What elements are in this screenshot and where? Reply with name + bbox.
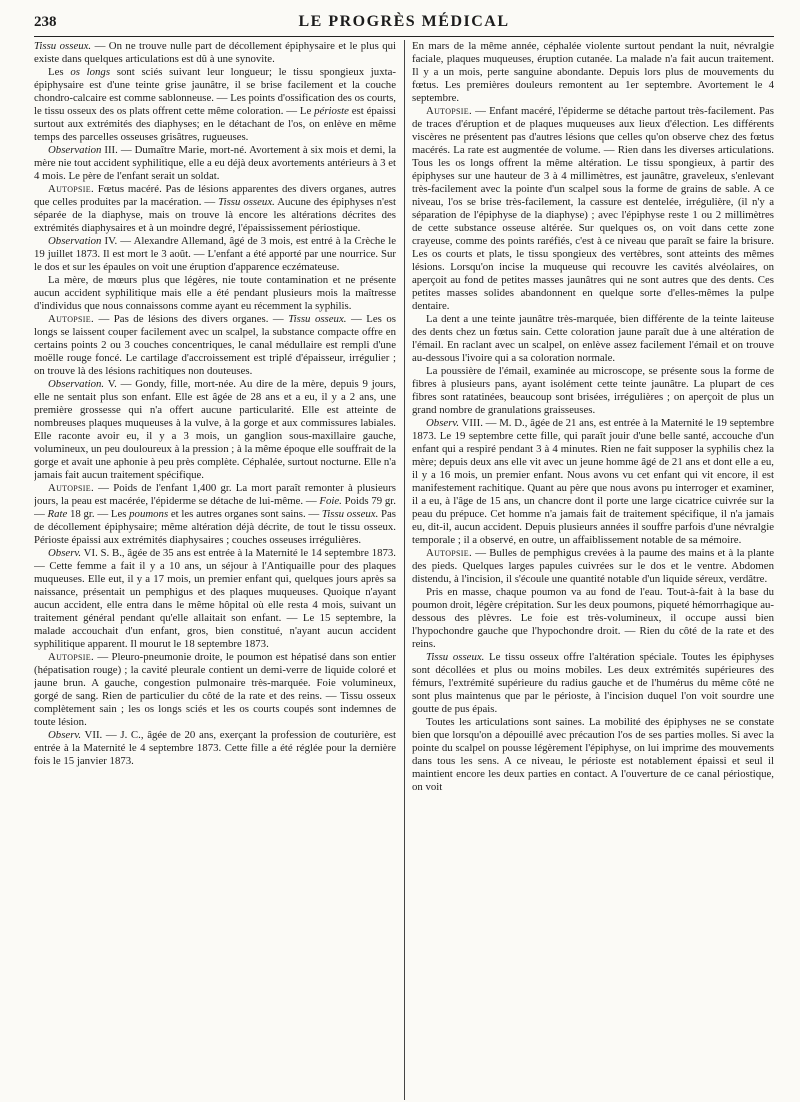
paragraph	[412, 651, 774, 716]
paragraph	[34, 40, 396, 66]
text-run: Toutes les articulations sont saines. La mobilité des épiphyses ne se constate bien que lorsqu'on a dépouillé avec précaution l'os de ses parties molles. Si avec la pointe du scalpel on pousse légèrement l'épiphyse, on lui imprime des mouvements dans tous les sens. A ce niveau, le périoste est notablement épaissi et seul il maintient encore les deux parties en contact. A l'ouverture de ce canal périostique, on voit	[412, 716, 774, 793]
text-run: VIII. — M. D., âgée de 21 ans, est entrée à la Maternité le 19 septembre 1873. Le 19 septembre cette fille, qui paraît jouir d'une belle santé, accouche d'un enfant qui a respiré pendant 3 à 4 minutes. Rien ne fait supposer la syphilis chez la mère; depuis deux ans elle vit avec un jeune homme âgé de 21 ans et dont elle a eu, il y a 16 mois, un premier enfant. Nous avons vu cet enfant qui vit encore, il est manifestement rachitique. Quant au père que nous avons pu interroger et examiner, il a eu, à l'âge de 15 ans, un chancre dont il porte une large cicatrice cuivrée sur la peau du prépuce. Cet homme n'a jamais fait de traitement spécifique, il n'a jamais eu, dit-il, aucun accident. Depuis plusieurs années il souffre parfois d'une névralgie temporale ; il a observé, en outre, un affaiblissement notable de sa mémoire.	[412, 417, 774, 546]
section-heading: Autopsie.	[426, 105, 472, 117]
italic-term: Observation	[48, 144, 102, 156]
right-column	[412, 40, 774, 1100]
text-run: — Les os longs se laissent couper facilement avec un scalpel, la substance compacte offre en certains points 2 ou 3 couches concentriques, le canal médullaire est rempli d'une moëlle rouge foncé. Le cartilage d'accroissement est triplé d'épaisseur, irrégulier ; on trouve là des lésions rachitiques non douteuses.	[34, 313, 396, 377]
text-run: Pris en masse, chaque poumon va au fond de l'eau. Tout-à-fait à la base du poumon droit, légère crépitation. Sur les deux poumons, piqueté hémorrhagique au-dessous des plèvres. Le foie est très-volumineux, il occupe aussi bien l'hypochondre gauche que l'hypochondre droit. — Rien du côté de la rate et des reins.	[412, 586, 774, 650]
text-run: Aucune des épiphyses n'est séparée de la diaphyse, mais on trouve là encore les altérations décrites des extrémités diaphysaires et à un moindre degré, l'épaississement périostique.	[34, 196, 396, 234]
text-run: — Pleuro-pneumonie droite, le poumon est hépatisé dans son entier (hépatisation rouge) ; la cavité pleurale contient un demi-verre de liquide coloré et jaune brun. A gauche, congestion pulmonaire très-marquée. Foie volumineux, gorgé de sang. Rien de particulier du côté de la rate et des reins. — Tissu osseux complètement sain ; les os longs sciés et les os courts coupés sont indemnes de toute lésion.	[34, 651, 396, 728]
italic-term: Observation.	[48, 378, 105, 390]
paragraph	[34, 313, 396, 378]
page-header	[34, 10, 774, 37]
italic-term: Tissu osseux.	[34, 40, 92, 52]
text-run: VII. — J. C., âgée de 20 ans, exerçant la profession de couturière, est entrée à la Maternité le 4 septembre 1873. Cette fille a été réglée pour la dernière fois le 15 janvier 1873.	[34, 729, 396, 767]
text-run: En mars de la même année, céphalée violente surtout pendant la nuit, névralgie faciale, plaques muqueuses, éruption cutanée. La malade n'a fait aucun traitement. Il y a un mois, perte sanguine abondante. Depuis lors plus de mouvements du fœtus. Les premières douleurs remontent au 1er septembre. Avortement le 4 septembre.	[412, 40, 774, 104]
text-run: et les autres organes sont sains. —	[168, 508, 322, 520]
paragraph	[412, 586, 774, 651]
paragraph	[34, 547, 396, 651]
paragraph	[34, 66, 396, 144]
text-run: — Enfant macéré, l'épiderme se détache partout très-facilement. Pas de traces d'éruption et de plaques muqueuses aux lieux d'élection. Les différents viscères ne présentent pas d'autres lésions que celles qu'on observe chez des fœtus macérés. La rate est augmentée de volume. — Rien dans les diverses articulations. Tous les os longs offrent la même altération. Le tissu spongieux, à partir des épiphyses sur une hauteur de 3 à 4 millimètres, est jaunâtre, graveleux, s'enlevant très-facilement avec la pointe d'un scalpel sous la forme de grains de sable. A ce niveau, l'os se brise très-facilement, la cassure est dentelée, irrégulière, (il n'y a séparation de l'épiphyse de la diaphyse) ; avec l'épiphyse reste 1 ou 2 millimètres de cette substance osseuse altérée. Sur quelques os, on voit dans cette zone crayeuse, comme des points raréfiés, c'est à ce niveau que paraît se faire la brisure. Les os courts et plats, le tissu spongieux des vertèbres, sont atteints des mêmes lésions. Lorsqu'on incise la muqueuse qui recouvre les cavités alvéolaires, on aperçoit au fond de petites masses jaunâtres qui ne sont autres que des dents. Ces petites masses solides abandonnent en quelque sorte d'elles-mêmes la pulpe dentaire.	[412, 105, 774, 312]
text-run: — Poids de l'enfant 1,400 gr. La mort paraît remonter à plusieurs jours, la peau est macérée, l'épiderme se détache de lui-même. —	[34, 482, 396, 507]
text-run: La poussière de l'émail, examinée au microscope, se présente sous la forme de fibres à plusieurs pans, ayant isolément cette teinte jaunâtre. La plupart de ces fibres sont ratatinées, beaucoup sont brisées, irrégulières ; on aperçoit de plus un grand nombre de granulations graisseuses.	[412, 365, 774, 416]
italic-term: Tissu osseux.	[321, 508, 379, 520]
paragraph	[412, 417, 774, 547]
column-divider	[404, 40, 405, 1100]
text-run: 18 gr. — Les	[67, 508, 130, 520]
paragraph	[412, 313, 774, 365]
section-heading: Autopsie.	[48, 651, 94, 663]
paragraph	[34, 144, 396, 183]
text-run: IV. — Alexandre Allemand, âgé de 3 mois, est entré à la Crèche le 19 juillet 1873. Il est mort le 3 août. — L'enfant a été apporté par une nourrice. Sur le dos et sur les épaules on voit une éruption d'apparence eczémateuse.	[34, 235, 396, 273]
paragraph	[412, 716, 774, 794]
text-run: La mère, de mœurs plus que légères, nie toute contamination et ne présente aucun accident syphilitique mais elle a été pendant plusieurs mois la maîtresse d'individus que nous connaissons comme ayant eu récemment la syphilis.	[34, 274, 396, 312]
italic-term: Tissu osseux.	[288, 313, 347, 325]
italic-term: périoste	[314, 105, 349, 117]
paragraph	[34, 729, 396, 768]
italic-term: Observ.	[48, 729, 82, 741]
text-run: V. — Gondy, fille, mort-née. Au dire de la mère, depuis 9 jours, elle ne sentait plus son enfant. Elle est âgée de 28 ans et a eu, il y a 2 ans, une première grossesse qui n'a offert aucune particularité. Elle est atteinte de nombreuses plaques muqueuses à la vulve, à la gorge et aux commissures labiales. Elle raconte avoir eu, il y a 3 mois, un ganglion sous-maxillaire gauche, volumineux, un peu douloureux à la pression ; à la même époque elle souffrait de la gorge et avait une aphonie à peu près complète. Céphalée, surtout nocturne. Elle n'a jamais fait aucun traitement spécifique.	[34, 378, 396, 481]
text-run: VI. S. B., âgée de 35 ans est entrée à la Maternité le 14 septembre 1873. — Cette femme a fait il y a 10 ans, un séjour à l'Antiquaille pour des plaques muqueuses. Elle eut, il y a 17 mois, un premier enfant qui, quelques jours après sa naissance, présentait un pemphigus et des plaques muqueuses. Quoique n'ayant aucun accident, elle entra dans le même hôpital où elle resta 4 mois, suivant un traitement général pendant qu'elle allaitait son enfant. — Le 15 septembre, la malade accouchait d'un enfant, gros, bien constitué, n'ayant aucun accident syphilitique apparent. Il mourut le 18 septembre 1873.	[34, 547, 396, 650]
paragraph	[34, 482, 396, 547]
paragraph	[34, 183, 396, 235]
text-run: Pas de décollement épiphysaire; même altération déjà décrite, de tout le tissu osseux. Périoste épaissi aux extrémités diaphysaires ; couches osseuses irrégulières.	[34, 508, 396, 546]
journal-title: LE PROGRÈS MÉDICAL	[298, 13, 510, 30]
section-heading: Autopsie.	[48, 482, 94, 494]
section-heading: Autopsie.	[48, 183, 94, 195]
text-run: Le tissu osseux offre l'altération spéciale. Toutes les épiphyses sont décollées et plus ou moins mobiles. Les deux extrémités supérieures des fémurs, l'extrémité supérieure du radius gauche et de l'humérus du même côté ne sont plus maintenus que par le périoste, à l'incision duquel l'on voit sourdre une goutte de pus épais.	[412, 651, 774, 715]
text-run: — On ne trouve nulle part de décollement épiphysaire et le plus qui existe dans quelques articulations est dû à une synovite.	[34, 40, 396, 65]
text-run: est épaissi surtout aux extrémités des diaphyses; en le détachant de l'os, on enlève en même temps des parcelles osseuses grisâtres, rugueuses.	[34, 105, 396, 143]
text-run: sont sciés suivant leur longueur; le tissu spongieux juxta-épiphysaire est d'une teinte grise jaunâtre, il se brise facilement et la couche chondro-calcaire est comme sablonneuse. — Les points d'ossification des os courts, le tissu osseux des os plats offrent cette même coloration. — Le	[34, 66, 396, 117]
italic-term: os longs	[70, 66, 111, 78]
section-heading: Autopsie.	[426, 547, 472, 559]
italic-term: Observ.	[48, 547, 82, 559]
text-run: III. — Dumaître Marie, mort-né. Avortement à six mois et demi, la mère nie tout accident syphilitique, elle a eu déjà deux avortements antérieurs à 3 et 4 mois. Le père de l'enfant serait un soldat.	[34, 144, 396, 182]
paragraph	[34, 235, 396, 274]
italic-term: Rate	[47, 508, 68, 520]
text-run: — Pas de lésions des divers organes. —	[93, 313, 289, 325]
paragraph	[34, 378, 396, 482]
text-run: Les	[48, 66, 71, 78]
paragraph	[412, 547, 774, 586]
italic-term: Tissu osseux.	[426, 651, 485, 663]
italic-term: Observation	[48, 235, 102, 247]
section-heading: Autopsie.	[48, 313, 94, 325]
page-number: 238	[34, 14, 57, 30]
text-run: — Bulles de pemphigus crevées à la paume des mains et à la plante des pieds. Quelques larges papules cuivrées sur le dos et le ventre. Abdomen distendu, à l'incision, il s'écoule une quantité notable d'un liquide séreux, verdâtre.	[412, 547, 774, 585]
italic-term: Observ.	[426, 417, 460, 429]
paragraph	[412, 365, 774, 417]
text-run: La dent a une teinte jaunâtre très-marquée, bien différente de la teinte laiteuse des dents chez un fœtus sain. Cette coloration jaune paraît due à une altération de l'émail. En raclant avec un scalpel, on enlève assez facilement l'émail et on trouve au-dessous l'ivoire qui a sa coloration normale.	[412, 313, 774, 364]
italic-term: poumons	[129, 508, 169, 520]
paragraph	[412, 105, 774, 313]
paragraph	[34, 651, 396, 729]
paragraph	[34, 274, 396, 313]
text-run: Fœtus macéré. Pas de lésions apparentes des divers organes, autres que celles produites par la macération. —	[34, 183, 396, 208]
left-column	[34, 40, 396, 1100]
text-run: Poids 79 gr. —	[34, 495, 396, 520]
italic-term: Tissu osseux.	[218, 196, 275, 208]
italic-term: Foie.	[319, 495, 342, 507]
paragraph	[412, 40, 774, 105]
